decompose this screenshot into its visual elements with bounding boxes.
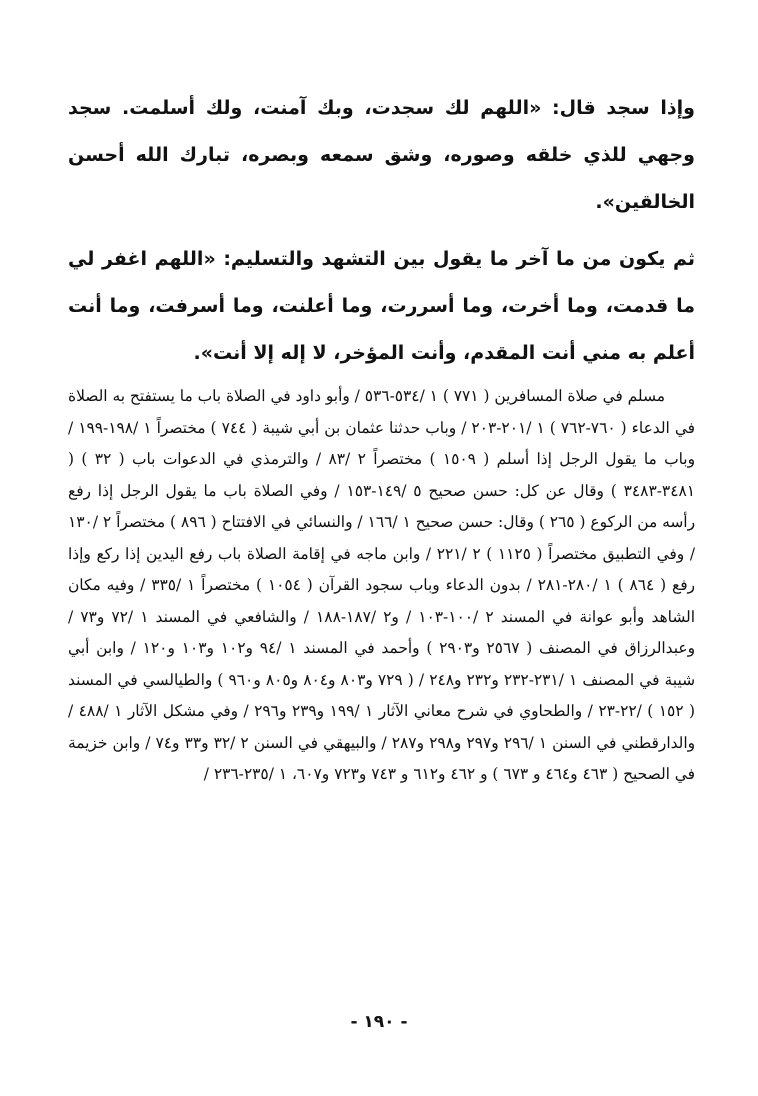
hadith-paragraph-tashahhud: ثم يكون من ما آخر ما يقول بين التشهد والتسليم: «اللهم اغفر لي ما قدمت، وما أخرت، وما أسررت، وما أعلنت، وما أسرفت، وما أنت أعلم به مني أنت المقدم، وأنت المؤخر، لا إله إلا أنت». — [68, 248, 695, 364]
takhrij-references: مسلم في صلاة المسافرين ( ٧٧١ ) ١ /٥٣٤-٥٣٦ / وأبو داود في الصلاة باب ما يستفتح به الصلاة في الدعاء ( ٧٦٠-٧٦٢ ) ١ /٢٠١-٢٠٣ / وباب حدثنا عثمان بن أبي شيبة ( ٧٤٤ ) مختصراً ١ /١٩٨-١٩٩ / وباب ما يقول الرجل إذا أسلم ( ١٥٠٩ ) مختصراً ٢ /٨٣ / والترمذي في الدعوات باب ( ٣٢ ) ( ٣٤٨١-٣٤٨٣ ) وقال عن كل: حسن صحيح ٥ /١٤٩-١٥٣ / وفي الصلاة باب ما يقول الرجل إذا رفع رأسه من الركوع ( ٢٦٥ ) وقال: حسن صحيح ١ /١٦٦ / والنسائي في الافتتاح ( ٨٩٦ ) مختصراً ٢ /١٣٠ / وفي التطبيق مختصراً ( ١١٢٥ ) ٢ /٢٢١ / وابن ماجه في إقامة الصلاة باب رفع اليدين إذا ركع وإذا رفع ( ٨٦٤ ) ١ /٢٨٠-٢٨١ / بدون الدعاء وباب سجود القرآن ( ١٠٥٤ ) مختصراً ١ /٣٣٥ / وفيه مكان الشاهد وأبو عوانة في المسند ٢ /١٠٠-١٠٣ / و٢ /١٨٧-١٨٨ / والشافعي في المسند ١ /٧٢ و٧٣ / وعبدالرزاق في المصنف ( ٢٥٦٧ و٢٩٠٣ ) وأحمد في المسند ١ /٩٤ و١٠٢ و١٠٣ و١٢٠ / وابن أبي شيبة في المصنف ١ /٢٣١-٢٣٢ و٢٣٢ و٢٤٨ / ( ٧٢٩ و٨٠٣ و٨٠٤ و٨٠٥ و٩٦٠ ) والطيالسي في المسند ( ١٥٢ ) /٢٢-٢٣ / والطحاوي في شرح معاني الآثار ١ /١٩٩ و٢٣٩ و٢٩٦ / وفي مشكل الآثار ١ /٤٨٨ / والدارقطني في السنن ١ /٢٩٦ و٢٩٧ و٢٩٨ و٢٨٧ / والبيهقي في السنن ٢ /٣٢ و٣٣ و٧٤ / وابن خزيمة في الصحيح ( ٤٦٣ و٤٦٤ و ٦٧٣ ) و ٤٦٢ و٦١٢ و ٧٤٣ و٧٢٣ و٦٠٧، ١ /٢٣٥-٢٣٦ / — [68, 387, 696, 783]
page-body — [68, 85, 695, 791]
hadith-paragraph-sujud: وإذا سجد قال: «اللهم لك سجدت، وبك آمنت، ولك أسلمت. سجد وجهي للذي خلقه وصوره، وشق سمعه وبصره، تبارك الله أحسن الخالقين». — [68, 97, 695, 213]
page-number: - ١٩٠ - — [350, 1012, 408, 1032]
